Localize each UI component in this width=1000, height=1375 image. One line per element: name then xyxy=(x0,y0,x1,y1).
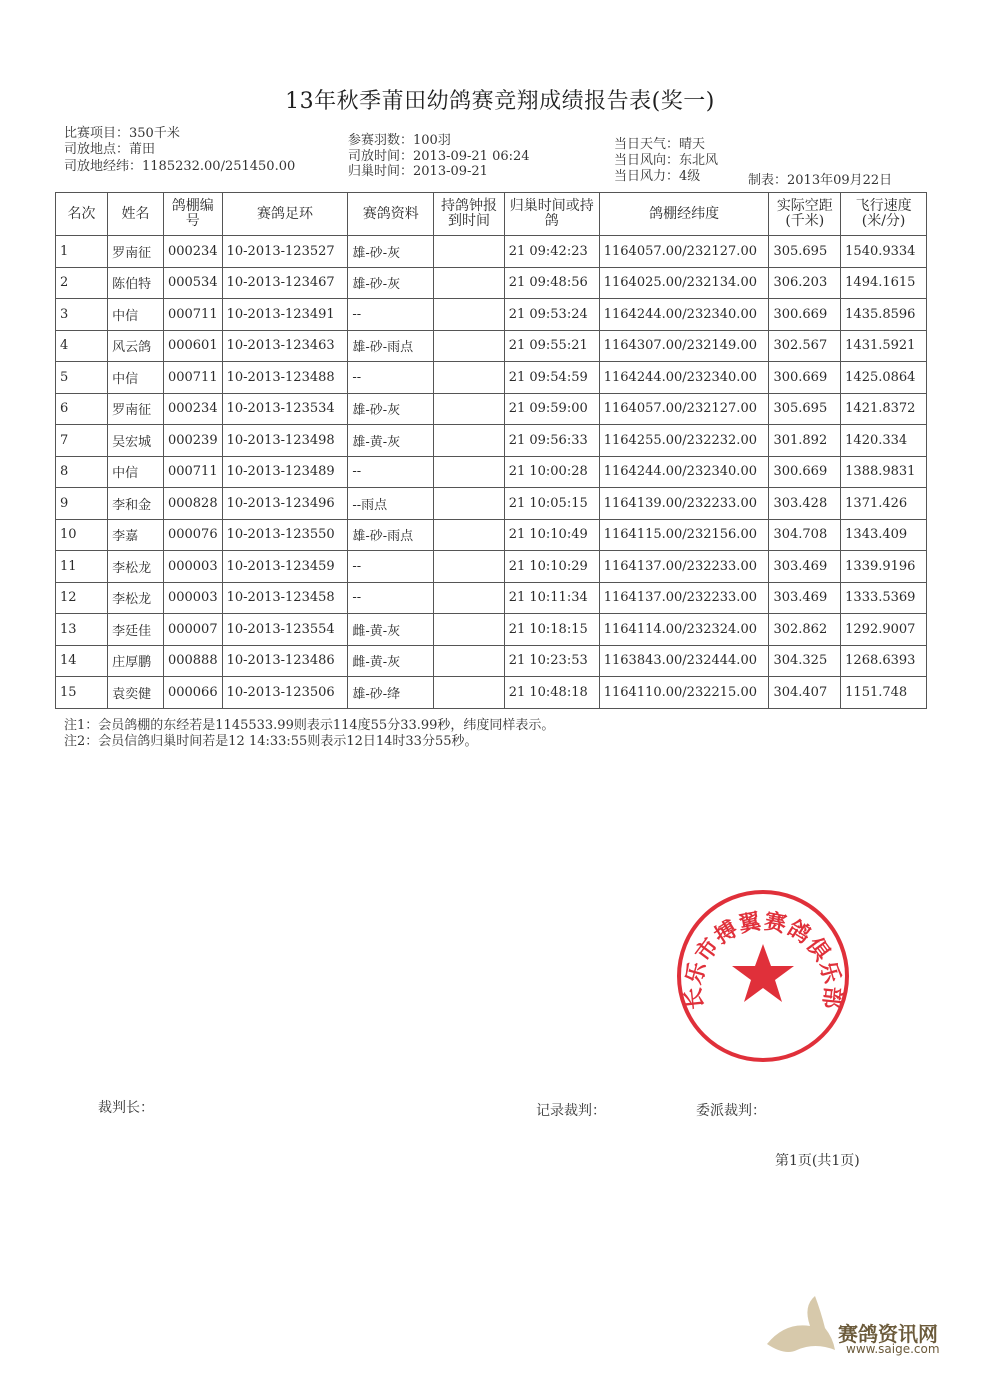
cell-speed: 1494.1615 xyxy=(841,267,927,299)
cell-clock-time xyxy=(434,393,504,425)
cell-rank: 2 xyxy=(56,267,108,299)
cell-return-time: 21 10:05:15 xyxy=(504,488,599,520)
cell-clock-time xyxy=(434,299,504,331)
table-row xyxy=(56,456,927,488)
header-distance: 实际空距(千米) xyxy=(769,193,841,236)
table-row xyxy=(56,488,927,520)
cell-name: 吴宏城 xyxy=(108,425,164,457)
cell-pigeon-info: -- xyxy=(348,551,434,583)
cell-ring: 10-2013-123527 xyxy=(222,236,348,268)
cell-pigeon-info: --雨点 xyxy=(348,488,434,520)
cell-clock-time xyxy=(434,488,504,520)
cell-return-time: 21 10:48:18 xyxy=(504,677,599,709)
cell-loft-coords: 1164139.00/232233.00 xyxy=(599,488,769,520)
cell-loft-no: 000007 xyxy=(163,614,222,646)
cell-pigeon-info: 雄-砂-灰 xyxy=(348,393,434,425)
cell-distance: 304.325 xyxy=(769,645,841,677)
table-row xyxy=(56,614,927,646)
cell-loft-no: 000003 xyxy=(163,582,222,614)
cell-return-time: 21 10:10:29 xyxy=(504,551,599,583)
cell-rank: 6 xyxy=(56,393,108,425)
cell-name: 罗南征 xyxy=(108,393,164,425)
cell-return-time: 21 09:53:24 xyxy=(504,299,599,331)
cell-distance: 302.862 xyxy=(769,614,841,646)
cell-loft-coords: 1163843.00/232444.00 xyxy=(599,645,769,677)
cell-speed: 1421.8372 xyxy=(841,393,927,425)
cell-pigeon-info: -- xyxy=(348,362,434,394)
cell-loft-coords: 1164057.00/232127.00 xyxy=(599,393,769,425)
cell-rank: 12 xyxy=(56,582,108,614)
cell-loft-no: 000534 xyxy=(163,267,222,299)
results-table xyxy=(55,192,927,709)
cell-clock-time xyxy=(434,236,504,268)
cell-speed: 1371.426 xyxy=(841,488,927,520)
cell-distance: 301.892 xyxy=(769,425,841,457)
cell-distance: 305.695 xyxy=(769,236,841,268)
cell-ring: 10-2013-123488 xyxy=(222,362,348,394)
cell-rank: 15 xyxy=(56,677,108,709)
release-place: 司放地点：莆田 xyxy=(64,142,156,157)
cell-pigeon-info: 雄-黄-灰 xyxy=(348,425,434,457)
seal-star-icon xyxy=(732,944,794,1002)
cell-clock-time xyxy=(434,645,504,677)
header-pigeon-info: 赛鸽资料 xyxy=(348,193,434,236)
cell-loft-no: 000711 xyxy=(163,456,222,488)
header-return-time: 归巢时间或持鸽 xyxy=(504,193,599,236)
cell-return-time: 21 09:54:59 xyxy=(504,362,599,394)
cell-ring: 10-2013-123498 xyxy=(222,425,348,457)
wind-direction: 当日风向：东北风 xyxy=(614,153,719,168)
cell-speed: 1292.9007 xyxy=(841,614,927,646)
cell-name: 袁奕健 xyxy=(108,677,164,709)
cell-speed: 1339.9196 xyxy=(841,551,927,583)
cell-distance: 300.669 xyxy=(769,362,841,394)
table-row xyxy=(56,330,927,362)
cell-loft-coords: 1164114.00/232324.00 xyxy=(599,614,769,646)
cell-name: 李廷佳 xyxy=(108,614,164,646)
cell-return-time: 21 10:11:34 xyxy=(504,582,599,614)
cell-name: 中信 xyxy=(108,299,164,331)
cell-return-time: 21 09:55:21 xyxy=(504,330,599,362)
cell-rank: 7 xyxy=(56,425,108,457)
cell-ring: 10-2013-123458 xyxy=(222,582,348,614)
cell-rank: 1 xyxy=(56,236,108,268)
header-rank: 名次 xyxy=(56,193,108,236)
cell-name: 李和金 xyxy=(108,488,164,520)
cell-loft-coords: 1164025.00/232134.00 xyxy=(599,267,769,299)
cell-ring: 10-2013-123550 xyxy=(222,519,348,551)
weather: 当日天气：晴天 xyxy=(614,137,706,152)
cell-speed: 1435.8596 xyxy=(841,299,927,331)
cell-speed: 1420.334 xyxy=(841,425,927,457)
cell-pigeon-info: 雄-砂-灰 xyxy=(348,267,434,299)
table-row xyxy=(56,236,927,268)
cell-clock-time xyxy=(434,330,504,362)
cell-rank: 8 xyxy=(56,456,108,488)
cell-speed: 1431.5921 xyxy=(841,330,927,362)
seal-text: 长乐市搏翼赛鸽俱乐部 xyxy=(680,908,846,1011)
cell-ring: 10-2013-123486 xyxy=(222,645,348,677)
cell-loft-coords: 1164244.00/232340.00 xyxy=(599,362,769,394)
cell-clock-time xyxy=(434,425,504,457)
pigeon-icon xyxy=(767,1296,835,1352)
cell-speed: 1425.0864 xyxy=(841,362,927,394)
table-row xyxy=(56,267,927,299)
cell-loft-coords: 1164115.00/232156.00 xyxy=(599,519,769,551)
cell-speed: 1151.748 xyxy=(841,677,927,709)
cell-clock-time xyxy=(434,362,504,394)
cell-speed: 1268.6393 xyxy=(841,645,927,677)
cell-pigeon-info: 雄-砂-灰 xyxy=(348,236,434,268)
cell-clock-time xyxy=(434,519,504,551)
cell-loft-no: 000711 xyxy=(163,362,222,394)
cell-distance: 303.469 xyxy=(769,582,841,614)
table-row xyxy=(56,582,927,614)
table-row xyxy=(56,393,927,425)
cell-loft-no: 000828 xyxy=(163,488,222,520)
cell-distance: 306.203 xyxy=(769,267,841,299)
watermark-name: 赛鸽资讯网 xyxy=(838,1322,938,1346)
wind-force: 当日风力：4级 xyxy=(614,169,701,184)
header-speed: 飞行速度(米/分) xyxy=(841,193,927,236)
cell-name: 李嘉 xyxy=(108,519,164,551)
cell-loft-no: 000066 xyxy=(163,677,222,709)
note-2: 注2：会员信鸽归巢时间若是12 14:33:55则表示12日14时33分55秒。 xyxy=(64,734,478,749)
cell-ring: 10-2013-123489 xyxy=(222,456,348,488)
cell-distance: 304.407 xyxy=(769,677,841,709)
cell-distance: 303.469 xyxy=(769,551,841,583)
cell-rank: 5 xyxy=(56,362,108,394)
cell-ring: 10-2013-123467 xyxy=(222,267,348,299)
cell-rank: 13 xyxy=(56,614,108,646)
cell-loft-coords: 1164137.00/232233.00 xyxy=(599,551,769,583)
cell-name: 中信 xyxy=(108,362,164,394)
cell-pigeon-info: 雄-砂-绛 xyxy=(348,677,434,709)
header-clock-time: 持鸽钟报到时间 xyxy=(434,193,504,236)
cell-speed: 1388.9831 xyxy=(841,456,927,488)
release-time: 司放时间：2013-09-21 06:24 xyxy=(348,149,530,164)
cell-loft-coords: 1164307.00/232149.00 xyxy=(599,330,769,362)
cell-clock-time xyxy=(434,456,504,488)
cell-return-time: 21 09:59:00 xyxy=(504,393,599,425)
cell-loft-no: 000239 xyxy=(163,425,222,457)
cell-name: 风云鸽 xyxy=(108,330,164,362)
note-1: 注1：会员鸽棚的东经若是1145533.99则表示114度55分33.99秒，纬度同样表示。 xyxy=(64,718,555,733)
cell-name: 李松龙 xyxy=(108,582,164,614)
cell-loft-coords: 1164244.00/232340.00 xyxy=(599,456,769,488)
cell-distance: 302.567 xyxy=(769,330,841,362)
page-number: 第1页(共1页) xyxy=(775,1153,860,1169)
cell-name: 庄厚鹏 xyxy=(108,645,164,677)
release-coords: 司放地经纬：1185232.00/251450.00 xyxy=(64,159,296,174)
cell-speed: 1540.9334 xyxy=(841,236,927,268)
cell-distance: 303.428 xyxy=(769,488,841,520)
return-time: 归巢时间：2013-09-21 xyxy=(348,164,488,179)
cell-ring: 10-2013-123459 xyxy=(222,551,348,583)
watermark-url: www.saige.com xyxy=(846,1342,940,1356)
table-row xyxy=(56,551,927,583)
cell-name: 李松龙 xyxy=(108,551,164,583)
chief-judge-label: 裁判长： xyxy=(98,1100,154,1116)
cell-ring: 10-2013-123491 xyxy=(222,299,348,331)
table-row xyxy=(56,677,927,709)
cell-speed: 1343.409 xyxy=(841,519,927,551)
cell-name: 中信 xyxy=(108,456,164,488)
cell-distance: 304.708 xyxy=(769,519,841,551)
table-row xyxy=(56,645,927,677)
race-item: 比赛项目：350千米 xyxy=(64,126,180,141)
cell-pigeon-info: 雄-砂-雨点 xyxy=(348,519,434,551)
cell-rank: 9 xyxy=(56,488,108,520)
club-seal xyxy=(668,884,858,1064)
cell-return-time: 21 10:00:28 xyxy=(504,456,599,488)
table-row xyxy=(56,425,927,457)
cell-pigeon-info: -- xyxy=(348,299,434,331)
cell-loft-coords: 1164137.00/232233.00 xyxy=(599,582,769,614)
cell-return-time: 21 10:18:15 xyxy=(504,614,599,646)
cell-rank: 4 xyxy=(56,330,108,362)
cell-clock-time xyxy=(434,614,504,646)
cell-distance: 300.669 xyxy=(769,299,841,331)
cell-clock-time xyxy=(434,551,504,583)
cell-return-time: 21 10:23:53 xyxy=(504,645,599,677)
table-row xyxy=(56,519,927,551)
cell-ring: 10-2013-123506 xyxy=(222,677,348,709)
cell-return-time: 21 10:10:49 xyxy=(504,519,599,551)
table-row xyxy=(56,362,927,394)
cell-pigeon-info: 雄-砂-雨点 xyxy=(348,330,434,362)
cell-clock-time xyxy=(434,267,504,299)
cell-ring: 10-2013-123496 xyxy=(222,488,348,520)
header-ring: 赛鸽足环 xyxy=(222,193,348,236)
cell-return-time: 21 09:42:23 xyxy=(504,236,599,268)
header-loft-coords: 鸽棚经纬度 xyxy=(599,193,769,236)
cell-clock-time xyxy=(434,582,504,614)
cell-clock-time xyxy=(434,677,504,709)
cell-ring: 10-2013-123463 xyxy=(222,330,348,362)
cell-loft-coords: 1164244.00/232340.00 xyxy=(599,299,769,331)
made-date: 制表：2013年09月22日 xyxy=(748,173,893,188)
cell-loft-no: 000234 xyxy=(163,393,222,425)
entry-count: 参赛羽数：100羽 xyxy=(348,133,451,148)
cell-loft-no: 000003 xyxy=(163,551,222,583)
cell-distance: 300.669 xyxy=(769,456,841,488)
cell-loft-coords: 1164057.00/232127.00 xyxy=(599,236,769,268)
cell-name: 陈伯特 xyxy=(108,267,164,299)
cell-rank: 3 xyxy=(56,299,108,331)
page-title: 13年秋季莆田幼鸽赛竞翔成绩报告表(奖一) xyxy=(285,89,715,114)
cell-rank: 11 xyxy=(56,551,108,583)
cell-return-time: 21 09:56:33 xyxy=(504,425,599,457)
cell-return-time: 21 09:48:56 xyxy=(504,267,599,299)
cell-loft-no: 000234 xyxy=(163,236,222,268)
appointed-judge-label: 委派裁判： xyxy=(696,1103,766,1119)
cell-loft-coords: 1164255.00/232232.00 xyxy=(599,425,769,457)
record-judge-label: 记录裁判： xyxy=(536,1103,606,1119)
cell-loft-no: 000888 xyxy=(163,645,222,677)
cell-ring: 10-2013-123534 xyxy=(222,393,348,425)
header-loft-no: 鸽棚编号 xyxy=(163,193,222,236)
cell-loft-coords: 1164110.00/232215.00 xyxy=(599,677,769,709)
cell-loft-no: 000711 xyxy=(163,299,222,331)
cell-speed: 1333.5369 xyxy=(841,582,927,614)
cell-pigeon-info: -- xyxy=(348,456,434,488)
cell-pigeon-info: 雌-黄-灰 xyxy=(348,645,434,677)
table-header-row xyxy=(56,193,927,236)
cell-rank: 14 xyxy=(56,645,108,677)
header-name: 姓名 xyxy=(108,193,164,236)
cell-ring: 10-2013-123554 xyxy=(222,614,348,646)
table-row xyxy=(56,299,927,331)
cell-loft-no: 000601 xyxy=(163,330,222,362)
cell-distance: 305.695 xyxy=(769,393,841,425)
cell-name: 罗南征 xyxy=(108,236,164,268)
cell-rank: 10 xyxy=(56,519,108,551)
cell-loft-no: 000076 xyxy=(163,519,222,551)
cell-pigeon-info: -- xyxy=(348,582,434,614)
cell-pigeon-info: 雌-黄-灰 xyxy=(348,614,434,646)
